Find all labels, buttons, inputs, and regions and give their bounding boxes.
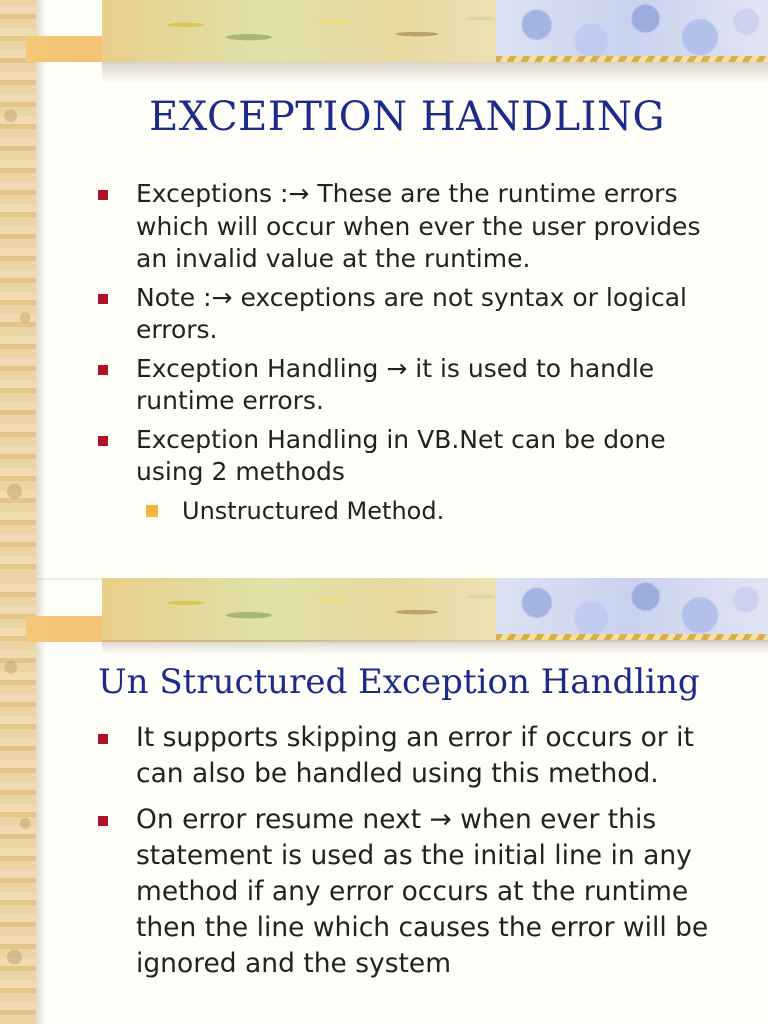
square-bullet-icon: [98, 734, 108, 744]
square-bullet-icon: [98, 190, 108, 200]
border-shadow: [36, 0, 46, 578]
sub-list-item: [96, 495, 728, 527]
list-item: [96, 720, 728, 792]
slide-title: EXCEPTION HANDLING: [149, 94, 665, 140]
square-bullet-icon: [98, 816, 108, 826]
decorative-banner: [26, 0, 768, 84]
bullet-list: [96, 178, 728, 527]
decorative-banner: [26, 578, 768, 654]
bullet-text: It supports skipping an error if occurs or it can also be handled using this method.: [136, 722, 694, 789]
parchment-border: [0, 0, 36, 578]
banner-leaves-image: [102, 0, 522, 62]
square-bullet-icon: [98, 436, 108, 446]
list-item: [96, 178, 728, 276]
list-item: [96, 802, 728, 982]
bullet-text: Note :→ exceptions are not syntax or logical errors.: [136, 282, 687, 344]
banner-flowers-image: [496, 578, 768, 640]
list-item: [96, 282, 728, 347]
banner-shadow: [102, 640, 768, 654]
slide-title: Un Structured Exception Handling: [98, 662, 700, 702]
square-bullet-icon: [98, 294, 108, 304]
slide-2: [0, 578, 768, 1024]
bullet-text: Exception Handling → it is used to handle runtime errors.: [136, 353, 655, 415]
banner-shadow: [102, 62, 768, 84]
bullet-text: On error resume next → when ever this statement is used as the initial line in any method if any error occurs at the runtime then the line which causes the error will be ignored and the system: [136, 804, 709, 979]
bullet-text: Exception Handling in VB.Net can be done using 2 methods: [136, 424, 666, 486]
list-item: [96, 424, 728, 489]
list-item: [96, 353, 728, 418]
banner-leaves-image: [102, 578, 522, 640]
bullet-list: [96, 720, 728, 992]
square-bullet-icon: [98, 365, 108, 375]
bullet-text: Exceptions :→ These are the runtime errors which will occur when ever the user provides an invalid value at the runtime.: [136, 179, 701, 273]
square-sub-bullet-icon: [146, 505, 158, 517]
banner-flowers-image: [496, 0, 768, 62]
sub-bullet-text: Unstructured Method.: [182, 496, 445, 525]
